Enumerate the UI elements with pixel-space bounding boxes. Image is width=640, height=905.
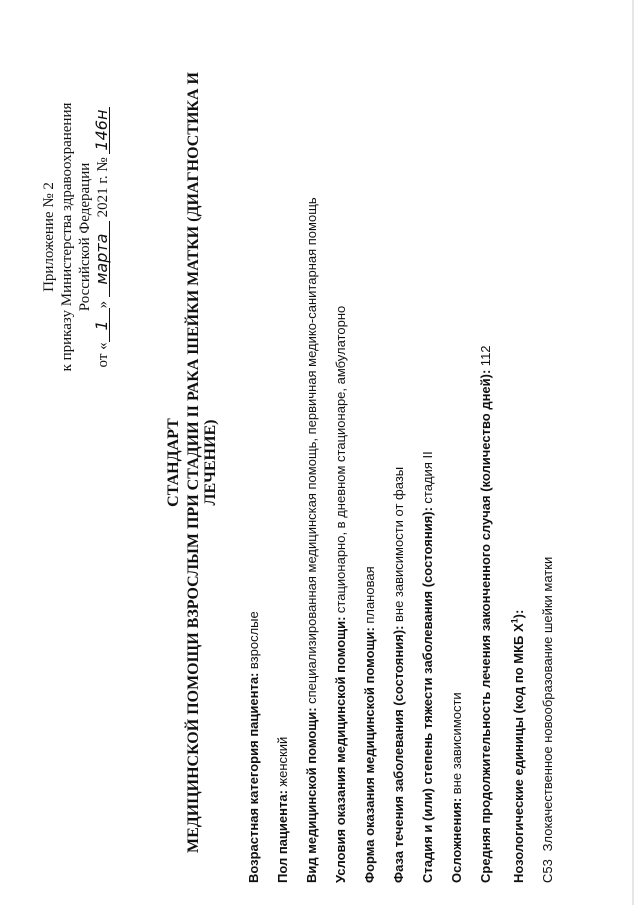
field-value: взрослые (246, 611, 261, 670)
field-value: 112 (478, 345, 493, 367)
appendix-number: Приложение № 2 (41, 182, 57, 292)
title-heading: СТАНДАРТ (165, 418, 182, 507)
field-value: стационарно, в дневном стационаре, амбулаторно (333, 305, 348, 614)
field-care-type (298, 20, 327, 883)
appendix-stamp (40, 72, 112, 402)
icd-name: Злокачественное новообразование шейки матки (540, 556, 556, 852)
field-label: Стадия и (или) степень тяжести заболевания (состояния): (420, 507, 435, 883)
field-nosology (501, 20, 534, 883)
appendix-order: к приказу Министерства здравоохранения (59, 102, 75, 372)
field-label: Средняя продолжительность лечения законченного случая (количество дней): (478, 369, 493, 883)
standard-title (165, 40, 219, 885)
field-age (240, 20, 269, 883)
handwritten-month: марта (95, 221, 110, 297)
icd-code: C53 (540, 859, 556, 883)
field-label-text: Нозологические единицы (код по МКБ X (511, 623, 527, 883)
handwritten-day: 1 (95, 308, 110, 342)
year-text: 2021 г. № (95, 157, 111, 218)
field-complications (443, 20, 472, 883)
field-label: Условия оказания медицинской помощи: (333, 616, 348, 883)
field-label: Возрастная категория пациента: (246, 672, 261, 883)
field-care-conditions (327, 20, 356, 883)
field-label: Вид медицинской помощи: (304, 707, 319, 883)
footnote-marker: 1 (510, 618, 520, 624)
field-label: Форма оказания медицинской помощи: (362, 627, 377, 883)
title-line-1: МЕДИЦИНСКОЙ ПОМОЩИ ВЗРОСЛЫМ ПРИ СТАДИИ II РАКА ШЕЙКИ МАТКИ (ДИАГНОСТИКА И (185, 72, 202, 854)
field-label-end: ): (511, 609, 527, 619)
field-label: Осложнения: (449, 797, 464, 883)
field-value: стадия II (420, 451, 435, 504)
field-care-form (356, 20, 385, 883)
field-treatment-duration (472, 20, 501, 883)
field-label: Пол пациента: (275, 790, 290, 883)
field-value: вне зависимости (449, 692, 464, 795)
field-value: вне зависимости от фазы (391, 466, 406, 623)
appendix-date-line (94, 72, 112, 402)
quote-close: » (95, 300, 111, 309)
field-value: плановая (362, 566, 377, 624)
field-label: Фаза течения заболевания (состояния): (391, 625, 406, 883)
field-sex (269, 20, 298, 883)
field-disease-stage (414, 20, 443, 883)
field-value: женский (275, 736, 290, 787)
appendix-country: Российской Федерации (77, 162, 93, 312)
field-label (511, 610, 526, 883)
scan-edge-line (632, 0, 634, 905)
field-value: специализированная медицинская помощь, первичная медико-санитарная помощь (304, 197, 319, 704)
field-disease-phase (385, 20, 414, 883)
nosology-item (534, 20, 562, 883)
handwritten-order-number: 146н (95, 107, 110, 154)
standard-fields (240, 20, 562, 883)
date-prefix: от « (95, 342, 111, 368)
title-line-2: ЛЕЧЕНИЕ) (202, 419, 219, 506)
